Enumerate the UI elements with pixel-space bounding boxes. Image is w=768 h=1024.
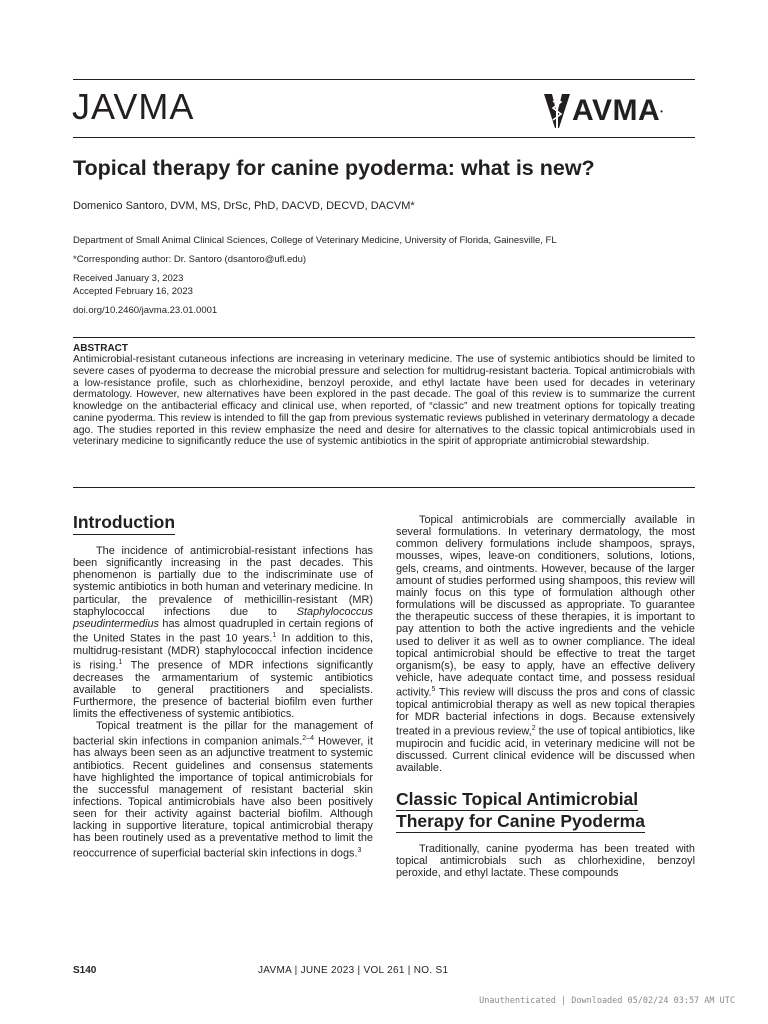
received-date: Received January 3, 2023 — [73, 273, 184, 284]
introduction-heading: Introduction — [73, 512, 175, 535]
formulations-paragraph: Topical antimicrobials are commercially available in several formulations. In veterinary dermatology, the most common delivery formulations include shampoos, sprays, mousses, wipes, leave-on conditioners, solutions, lotions, gels, creams, and ointments. However, because of the larger amount of studies performed using shampoos, this review will mainly focus on this type of formulation although other formulations will be discussed as appropriate. To guarantee the therapeutic success of these therapies, it is important to pay attention to both the active ingredients and the vehicle used to deliver it as well as to owner compliance. The ideal topical antimicrobial should be effective to treat the target organism(s), be easy to apply, have an effective delivery vehicle, have adequate contact time, and possess residual activity.$^5$ This review will discuss the pros and cons of classic topical antimicrobial therapy as well as new topical therapies for MDR bacterial infections in dogs. Because extensively treated in a previous review,$^2$ the use of topical antibiotics, like mupirocin and fucidic acid, in veterinary medicine will not be discussed. Current clinical evidence will be discussed when available. — [396, 514, 695, 775]
intro-paragraph-1: The incidence of antimicrobial-resistant infections has been significantly increasing in the past decades. This phenomenon is partially due to the indiscriminate use of systemic antibiotics in both human and veterinary medicine. In particular, the prevalence of methicillin-resistant (MR) staphylococcal infections due to Staphylococcus pseudintermedius has almost quadrupled in certain regions of the United States in the past 10 years.$^1$ In addition to this, multidrug-resistant (MDR) staphylococcal infection incidence is rising.$^1$ The presence of MDR infections significantly decreases the armamentarium of systemic antibiotics available to general practitioners and specialists. Furthermore, the presence of bacterial biofilm even further limits the effectiveness of systemic antibiotics. — [73, 545, 373, 721]
header-rule — [73, 137, 695, 138]
reference-2[interactable]: 2 — [531, 725, 536, 733]
abstract-top-rule — [73, 337, 695, 338]
download-watermark: Unauthenticated | Downloaded 05/02/24 03:57 AM UTC — [479, 996, 735, 1006]
caduceus-v-icon — [544, 92, 570, 130]
journal-name: JAVMA — [72, 86, 195, 127]
reference-1[interactable]: 1 — [272, 632, 277, 640]
right-column — [396, 514, 695, 879]
corresponding-author: *Corresponding author: Dr. Santoro (dsantoro@ufl.edu) — [73, 254, 307, 265]
avma-logo — [544, 92, 663, 130]
page-number: S140 — [73, 965, 97, 976]
author-line: Domenico Santoro, DVM, MS, DrSc, PhD, DACVD, DECVD, DACVM* — [73, 200, 415, 212]
abstract-text: Antimicrobial-resistant cutaneous infections are increasing in veterinary medicine. The use of systemic antibiotics should be limited to severe cases of pyoderma to decrease the microbial pressure and selection for multidrug-resistant bacteria. Topical antimicrobials with a low-resistance profile, such as chlorhexidine, benzoyl peroxide, and ethyl lactate have been used for decades in veterinary dermatology. However, new alternatives have been explored in the past decade. The goal of this review is to summarize the current knowledge on the antibacterial efficacy and clinical use, when reported, of “classic” and new treatment options for topically treating canine pyoderma. This review is intended to fill the gap from previous systematic reviews published in veterinary dermatology a decade ago. The studies reported in this review emphasize the need and desire for alternatives to the classic topical antimicrobials used in veterinary medicine to significantly reduce the use of systemic antibiotics in the spirit of appropriate antimicrobial stewardship. — [73, 354, 695, 448]
affiliation: Department of Small Animal Clinical Sciences, College of Veterinary Medicine, University of Florida, Gainesville, FL — [73, 235, 557, 246]
abstract-heading: ABSTRACT — [73, 343, 128, 354]
classic-paragraph-1: Traditionally, canine pyoderma has been treated with topical antimicrobials such as chlorhexidine, benzoyl peroxide, and ethyl lactate. These compounds — [396, 842, 695, 879]
reference-3[interactable]: 3 — [357, 846, 362, 854]
registered-mark-icon: • — [660, 106, 663, 116]
species-name: Staphylococcus pseudintermedius — [73, 605, 373, 630]
reference-5[interactable]: 5 — [431, 686, 436, 694]
reference-2-4[interactable]: 2–4 — [302, 734, 314, 742]
intro-paragraph-2: Topical treatment is the pillar for the management of bacterial skin infections in companion animals.$^{2-4}$ However, it has always been seen as an adjunctive treatment to systemic antibiotics. Recent guidelines and consensus statements have highlighted the importance of topical antimicrobials for the successful management of resistant bacterial skin infections. Topical antimicrobials have also been positively seen for their activity against bacterial biofilm. Although lacking in supportive literature, topical antimicrobial therapy has been routinely used as a preventative method to limit the reoccurrence of superficial bacterial skin infections in dogs.$^3$ — [73, 720, 373, 860]
top-rule — [73, 79, 695, 80]
avma-wordmark: AVMA — [572, 94, 661, 127]
classic-therapy-heading: Classic Topical Antimicrobial Therapy for Canine Pyoderma — [396, 788, 645, 831]
accepted-date: Accepted February 16, 2023 — [73, 286, 193, 297]
reference-1b[interactable]: 1 — [118, 659, 123, 667]
doi-link[interactable]: doi.org/10.2460/javma.23.01.0001 — [73, 305, 218, 316]
abstract-bottom-rule — [73, 487, 695, 488]
article-title: Topical therapy for canine pyoderma: what is new? — [73, 156, 595, 180]
journal-citation: JAVMA | JUNE 2023 | VOL 261 | NO. S1 — [258, 965, 449, 976]
left-column — [73, 512, 373, 859]
